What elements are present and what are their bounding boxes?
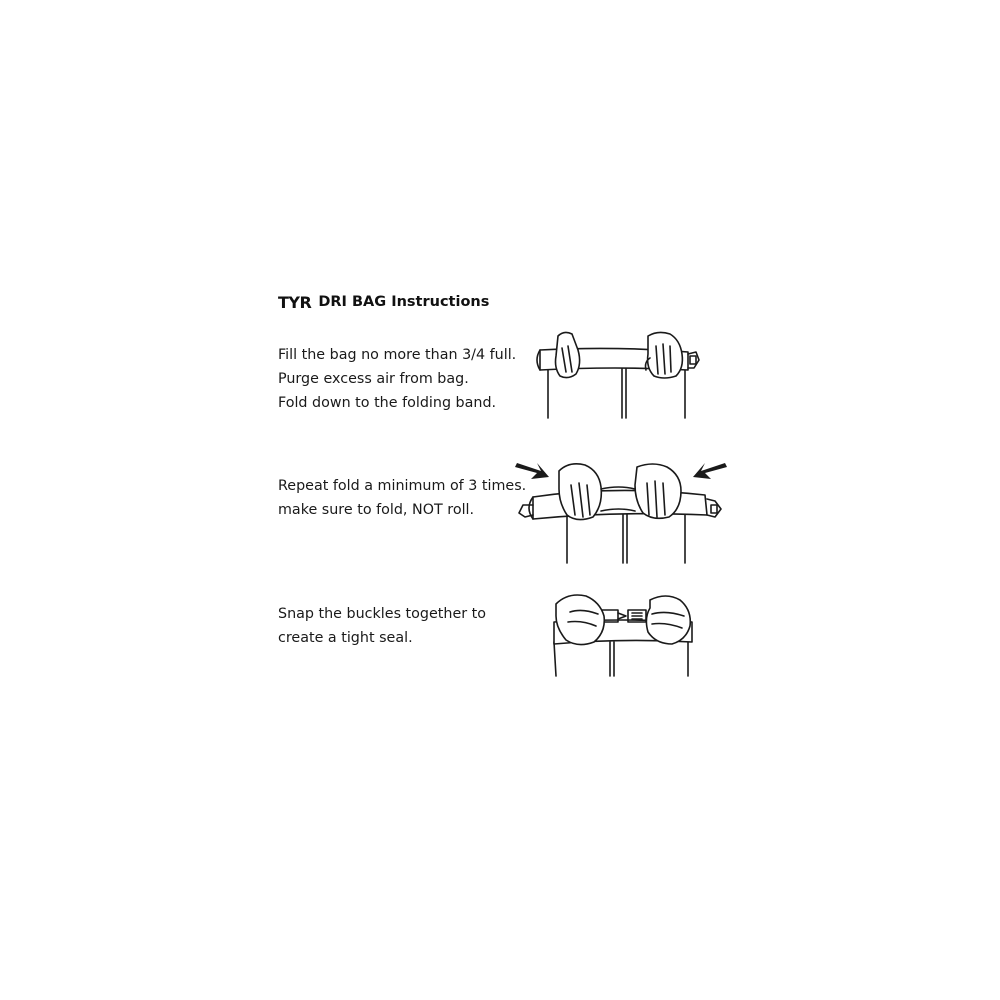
step-1-hands-folding-illustration <box>530 328 702 420</box>
right-arrow-icon <box>693 463 727 479</box>
step-2-text <box>278 474 526 522</box>
step-2-line-2: make sure to fold, NOT roll. <box>278 502 475 518</box>
step-1-line-2: Purge excess air from bag. <box>278 371 469 387</box>
page-header <box>278 291 489 313</box>
step-3-line-1: Snap the buckles together to <box>278 606 487 622</box>
step-1-text <box>278 343 516 415</box>
page-title: DRI BAG Instructions <box>318 294 490 310</box>
step-3-hands-buckles-illustration <box>548 586 698 678</box>
step-1-line-1: Fill the bag no more than 3/4 full. <box>278 347 517 363</box>
step-3-text <box>278 602 486 650</box>
step-2-line-1: Repeat fold a minimum of 3 times. <box>278 478 527 494</box>
step-1-line-3: Fold down to the folding band. <box>278 395 497 411</box>
brand-logo: TYR <box>278 292 312 312</box>
step-2-hands-folding-arrows-illustration <box>515 455 727 565</box>
left-arrow-icon <box>515 463 549 479</box>
step-3-line-2: create a tight seal. <box>278 630 413 646</box>
